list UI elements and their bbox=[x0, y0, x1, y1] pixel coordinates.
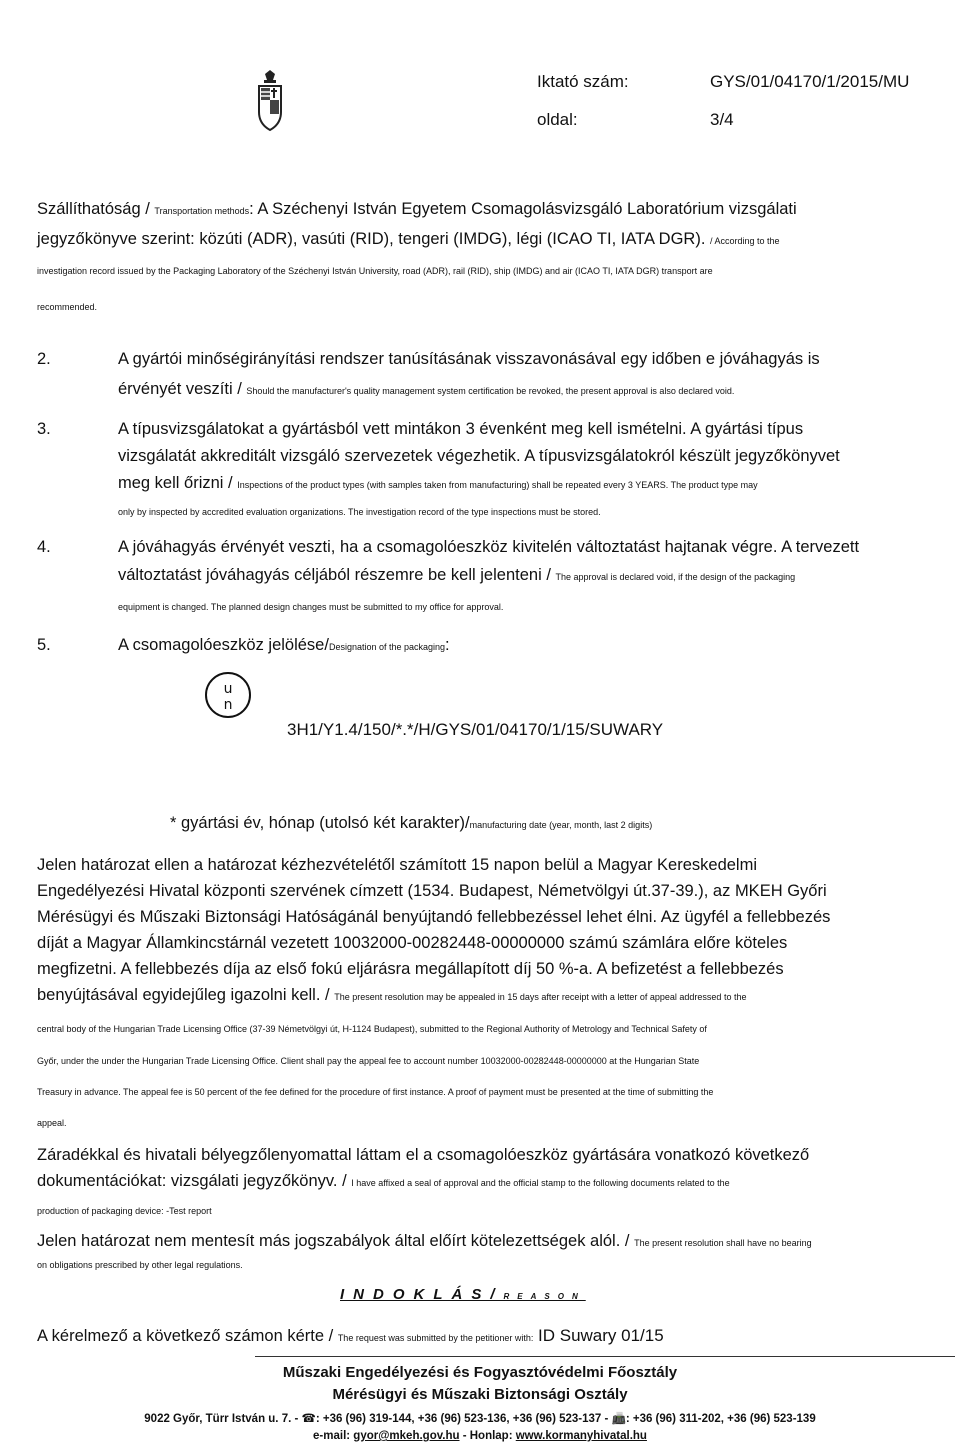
transport-line-2: jegyzőkönyve szerint: közúti (ADR), vasúti (RID), tengeri (IMDG), légi (ICAO TI, IATA DGR). / According to the bbox=[37, 230, 780, 248]
item-3-line-2: vizsgálatát akkreditált vizsgáló szervezetek végezhetik. A típusvizsgálatokról készült jegyzőkönyvet bbox=[118, 447, 840, 465]
appeal-line-8: Győr, under the under the Hungarian Trade Licensing Office. Client shall pay the appeal fee to account number 10032000-00282448-00000000 at the Hungarian State bbox=[37, 1056, 700, 1066]
item-5-line-1: A csomagolóeszköz jelölése/Designation of the packaging: bbox=[118, 636, 450, 654]
item-number: 5. bbox=[37, 636, 51, 654]
email-link[interactable]: gyor@mkeh.gov.hu bbox=[353, 1430, 460, 1442]
item-3-line-3: meg kell őrizni / Inspections of the product types (with samples taken from manufacturing) shall be repeated every 3 YEARS. The product type may bbox=[118, 474, 758, 492]
item-number: 3. bbox=[37, 420, 51, 438]
page-label: oldal: bbox=[537, 110, 578, 129]
manufacturing-date-note: * gyártási év, hónap (utolsó két karakter)/manufacturing date (year, month, last 2 digits) bbox=[170, 814, 653, 832]
clause-line-3: production of packaging device: -Test report bbox=[37, 1206, 212, 1216]
reference-number-value: GYS/01/04170/1/2015/MU bbox=[710, 72, 910, 91]
website-link[interactable]: www.kormanyhivatal.hu bbox=[515, 1430, 647, 1442]
appeal-line-7: central body of the Hungarian Trade Licensing Office (37-39 Németvölgyi út, H-1124 Budapest), submitted to the Regional Authority of Metrology and Technical Safety of bbox=[37, 1024, 707, 1034]
exempt-line-1: Jelen határozat nem mentesít más jogszabályok által előírt kötelezettségek alól. / The present resolution shall have no bearing bbox=[37, 1232, 812, 1250]
item-4-line-1: A jóváhagyás érvényét veszti, ha a csomagolóeszköz kivitelén változtatást hajtanak végre. A tervezett bbox=[118, 538, 860, 556]
request-line: A kérelmező a következő számon kérte / The request was submitted by the petitioner with: ID Suwary 01/15 bbox=[37, 1326, 664, 1345]
appeal-line-5: megfizetni. A fellebbezés díja az első fokú eljárásra megállapított díj 50 %-a. A befizetést a fellebbezés bbox=[37, 960, 784, 978]
coat-of-arms-logo bbox=[253, 70, 287, 132]
un-packaging-mark-icon bbox=[203, 670, 253, 720]
appeal-line-4: díját a Magyar Államkincstárnál vezetett 10032000-00282448-00000000 számú számlára előre köteles bbox=[37, 934, 788, 952]
item-3-line-1: A típusvizsgálatokat a gyártásból vett mintákon 3 évenként meg kell ismételni. A gyártási típus bbox=[118, 420, 804, 438]
item-2-line-1: A gyártói minőségirányítási rendszer tanúsításának visszavonásával egy időben e jóváhagyás is bbox=[118, 350, 820, 368]
appeal-line-3: Mérésügyi és Műszaki Biztonsági Hatóságánál benyújtandó fellebbezéssel lehet élni. Az ügyfél a fellebbezés bbox=[37, 908, 831, 926]
page-value: 3/4 bbox=[710, 110, 734, 129]
transport-line-1: Szállíthatóság / Transportation methods: A Széchenyi István Egyetem Csomagolásvizsgáló Laboratórium vizsgálati bbox=[37, 200, 797, 218]
item-2-line-2: érvényét veszíti / Should the manufacturer's quality management system certification be revoked, the present approval is also declared void. bbox=[118, 380, 735, 398]
footer-links: e-mail: gyor@mkeh.gov.hu - Honlap: www.kormanyhivatal.hu bbox=[313, 1430, 647, 1442]
transport-line-3: investigation record issued by the Packaging Laboratory of the Széchenyi István University, road (ADR), rail (RID), ship (IMDG) and air (ICAO TI, IATA DGR) transport are bbox=[37, 266, 713, 276]
item-number: 4. bbox=[37, 538, 51, 556]
reference-number-label: Iktató szám: bbox=[537, 72, 629, 91]
item-4-line-3: equipment is changed. The planned design changes must be submitted to my office for approval. bbox=[118, 602, 504, 612]
appeal-line-9: Treasury in advance. The appeal fee is 50 percent of the fee defined for the procedure of first instance. A proof of payment must be presented at the time of submitting the bbox=[37, 1087, 714, 1097]
appeal-line-1: Jelen határozat ellen a határozat kézhezvételétől számított 15 napon belül a Magyar Kereskedelmi bbox=[37, 856, 758, 874]
appeal-line-2: Engedélyezési Hivatal központi szervének címzett (1534. Budapest, Németvölgyi út.37-39.), az MKEH Győri bbox=[37, 882, 827, 900]
item-3-line-4: only by inspected by accredited evaluation organizations. The investigation record of the type inspections must be stored. bbox=[118, 507, 601, 517]
packaging-code: 3H1/Y1.4/150/*.*/H/GYS/01/04170/1/15/SUWARY bbox=[287, 720, 664, 739]
footer-line-1: Műszaki Engedélyezési és Fogyasztóvédelmi Főosztály bbox=[282, 1364, 678, 1381]
footer-divider bbox=[255, 1356, 955, 1357]
reasoning-heading: INDOKLÁS/REASON bbox=[340, 1286, 586, 1303]
clause-line-1: Záradékkal és hivatali bélyegzőlenyomattal láttam el a csomagolóeszköz gyártására vonatkozó következő bbox=[37, 1146, 810, 1164]
footer-line-2: Mérésügyi és Műszaki Biztonsági Osztály bbox=[332, 1386, 628, 1403]
clause-line-2: dokumentációkat: vizsgálati jegyzőkönyv. / I have affixed a seal of approval and the official stamp to the following documents related to the bbox=[37, 1172, 730, 1190]
transport-line-4: recommended. bbox=[37, 302, 98, 312]
footer-division bbox=[0, 1386, 960, 1403]
exempt-line-2: on obligations prescribed by other legal regulations. bbox=[37, 1260, 243, 1270]
un-mark-bottom: n bbox=[223, 697, 233, 713]
footer-address: 9022 Győr, Türr István u. 7. - ☎: +36 (96) 319-144, +36 (96) 523-136, +36 (96) 523-137 - 📠: +36 (96) 311-202, +36 (96) 523-139 bbox=[144, 1413, 816, 1425]
item-4-line-2: változtatást jóváhagyás céljából részemre be kell jelenteni / The approval is declared void, if the design of the packaging bbox=[118, 566, 796, 584]
footer-department bbox=[0, 1364, 960, 1381]
appeal-line-10: appeal. bbox=[37, 1118, 67, 1128]
un-mark-top: u bbox=[223, 681, 233, 697]
item-number: 2. bbox=[37, 350, 51, 368]
appeal-line-6: benyújtásával egyidejűleg igazolni kell. / The present resolution may be appealed in 15 days after receipt with a letter of appeal addressed to the bbox=[37, 986, 747, 1004]
